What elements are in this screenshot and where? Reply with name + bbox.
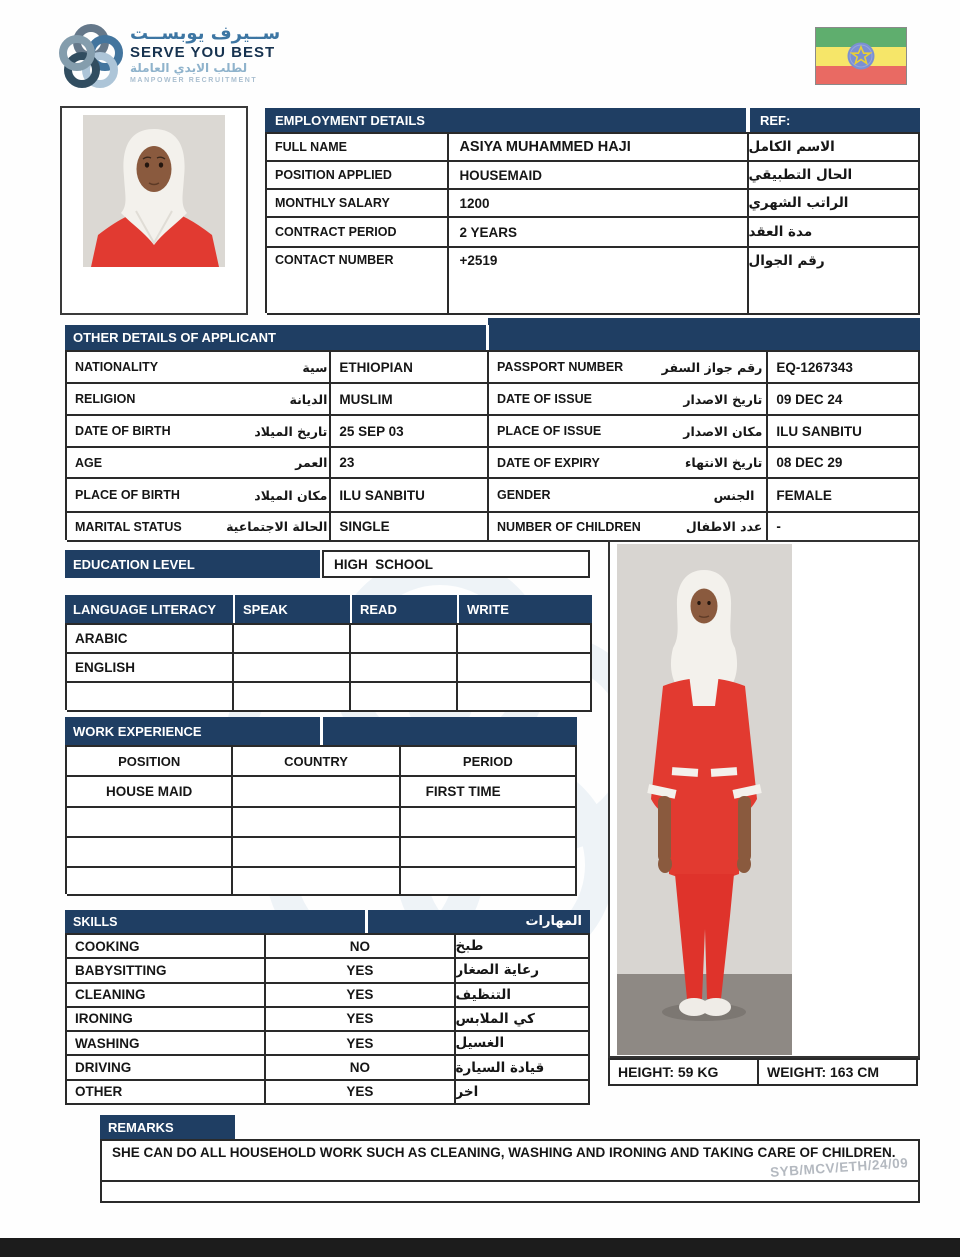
- other-details-table: [65, 350, 920, 540]
- religion-value: MUSLIM: [331, 384, 489, 416]
- skill-value: YES: [266, 1032, 455, 1056]
- reference-code-watermark: SYB/MCV/ETH/24/09: [769, 1155, 909, 1180]
- logo-knot-icon: [58, 22, 124, 94]
- position-col-header: POSITION: [67, 747, 233, 777]
- nationality-value: ETHIOPIAN: [331, 352, 489, 384]
- applicant-fullbody-photo: [608, 540, 920, 1058]
- skill-arabic: رعاية الصغار: [456, 959, 591, 983]
- employment-details-header: [265, 108, 746, 132]
- monthly-salary-arabic: الراتب الشهري: [749, 190, 920, 218]
- ref-label: REF:: [760, 112, 791, 128]
- skill-label: DRIVING: [67, 1056, 266, 1080]
- skill-value: YES: [266, 984, 455, 1008]
- write-col-header: WRITE: [459, 595, 592, 623]
- skill-babysitting: [67, 959, 590, 983]
- language-row-english: [67, 654, 592, 683]
- skills-title-arabic: المهارات: [525, 914, 582, 929]
- header-divider: [365, 910, 368, 933]
- remarks-title: REMARKS: [108, 1119, 174, 1135]
- skills-title: SKILLS: [73, 914, 118, 929]
- height-value: HEIGHT: 59 KG: [610, 1060, 759, 1086]
- skill-value: YES: [266, 1081, 455, 1105]
- marital-status-label: MARITAL STATUS الحالة الاجتماعية: [67, 513, 331, 542]
- place-of-issue-value: ILU SANBITU: [768, 416, 920, 448]
- number-of-children-label: NUMBER OF CHILDREN عدد الاطفال: [489, 513, 768, 542]
- skill-arabic: الغسيل: [456, 1032, 591, 1056]
- other-details-title: OTHER DETAILS OF APPLICANT: [73, 330, 276, 345]
- page-bottom-band: [0, 1238, 960, 1257]
- position-applied-arabic: الحال التطبيقي: [749, 162, 920, 190]
- full-name-row: [267, 134, 920, 162]
- skill-value: NO: [266, 935, 455, 959]
- skill-ironing: [67, 1008, 590, 1032]
- number-of-children-value: -: [768, 513, 920, 542]
- work-position: [67, 808, 233, 838]
- company-logo: [58, 22, 280, 94]
- skill-label: COOKING: [67, 935, 266, 959]
- remarks-header: [100, 1115, 235, 1139]
- logo-arabic-tagline: لطلب الايدي العاملة: [130, 61, 248, 76]
- date-of-issue-label: DATE OF ISSUE تاريخ الاصدار: [489, 384, 768, 416]
- skill-label: OTHER: [67, 1081, 266, 1105]
- write-cell: [458, 654, 592, 683]
- skill-label: CLEANING: [67, 984, 266, 1008]
- language-literacy-table: [65, 623, 592, 710]
- skill-arabic: قيادة السيارة: [456, 1056, 591, 1080]
- work-row: [67, 777, 577, 808]
- contract-period-row: [267, 218, 920, 248]
- language-row-arabic: [67, 625, 592, 654]
- work-row: [67, 868, 577, 896]
- monthly-salary-value: 1200: [449, 190, 748, 218]
- place-of-birth-label: PLACE OF BIRTH مكان الميلاد: [67, 479, 331, 513]
- work-country: [233, 777, 400, 808]
- work-country: [233, 868, 400, 896]
- work-country: [233, 838, 400, 868]
- language-literacy-col-header: LANGUAGE LITERACY: [65, 595, 233, 623]
- monthly-salary-label: MONTHLY SALARY: [267, 190, 449, 218]
- write-cell: [458, 683, 592, 712]
- full-name-label: FULL NAME: [267, 134, 449, 162]
- fullbody-image: [617, 544, 792, 1055]
- logo-tagline: MANPOWER RECRUITMENT: [130, 76, 258, 84]
- ethiopia-flag: [815, 27, 907, 85]
- speak-cell: [234, 654, 351, 683]
- work-experience-table: [65, 745, 577, 894]
- skill-label: WASHING: [67, 1032, 266, 1056]
- employment-table: [265, 132, 920, 313]
- speak-col-header: SPEAK: [235, 595, 350, 623]
- work-experience-header: [65, 717, 577, 745]
- religion-label: RELIGION الديانة: [67, 384, 331, 416]
- read-col-header: READ: [352, 595, 457, 623]
- work-country: [233, 808, 400, 838]
- body-metrics-row: [608, 1058, 920, 1086]
- full-name-value: ASIYA MUHAMMED HAJI: [449, 134, 748, 162]
- passport-number-value: EQ-1267343: [768, 352, 920, 384]
- date-of-expiry-value: 08 DEC 29: [768, 448, 920, 479]
- language-row-empty: [67, 683, 592, 712]
- read-cell: [351, 625, 458, 654]
- skill-cleaning: [67, 984, 590, 1008]
- skill-value: YES: [266, 959, 455, 983]
- work-period: [401, 808, 577, 838]
- logo-arabic-name: ســيرف يوبســت: [130, 23, 281, 44]
- position-applied-row: [267, 162, 920, 190]
- gender-value: FEMALE: [768, 479, 920, 513]
- language-name: ARABIC: [67, 625, 234, 654]
- skill-label: BABYSITTING: [67, 959, 266, 983]
- work-period: [401, 838, 577, 868]
- place-of-issue-label: PLACE OF ISSUE مكان الاصدار: [489, 416, 768, 448]
- portrait-image: [83, 115, 225, 267]
- skill-value: YES: [266, 1008, 455, 1032]
- contract-period-arabic: مدة العقد: [749, 218, 920, 248]
- date-of-birth-value: 25 SEP 03: [331, 416, 489, 448]
- header-divider: [320, 717, 323, 745]
- gender-label: GENDER الجنس: [489, 479, 768, 513]
- other-details-header: [65, 325, 920, 350]
- date-of-birth-label: DATE OF BIRTH تاريخ الميلاد: [67, 416, 331, 448]
- monthly-salary-row: [267, 190, 920, 218]
- work-position: [67, 838, 233, 868]
- education-level-header: [65, 550, 320, 578]
- date-of-issue-value: 09 DEC 24: [768, 384, 920, 416]
- read-cell: [351, 654, 458, 683]
- work-period: FIRST TIME: [401, 777, 577, 808]
- contact-number-label: CONTACT NUMBER: [267, 248, 449, 315]
- work-position: [67, 868, 233, 896]
- education-level-value: HIGH SCHOOL: [322, 550, 590, 578]
- period-col-header: PERIOD: [401, 747, 577, 777]
- passport-number-label: PASSPORT NUMBER رقم جواز السفر: [489, 352, 768, 384]
- remarks-text: SHE CAN DO ALL HOUSEHOLD WORK SUCH AS CLEANING, WASHING AND IRONING AND TAKING CARE OF CHILDREN.: [102, 1141, 918, 1182]
- date-of-expiry-label: DATE OF EXPIRY تاريخ الانتهاء: [489, 448, 768, 479]
- skill-other: [67, 1081, 590, 1105]
- position-applied-value: HOUSEMAID: [449, 162, 748, 190]
- marital-status-value: SINGLE: [331, 513, 489, 542]
- applicant-portrait-photo: [60, 106, 248, 315]
- work-period: [401, 868, 577, 896]
- work-header-row: [67, 747, 577, 777]
- ref-header: [750, 108, 920, 132]
- language-name: ENGLISH: [67, 654, 234, 683]
- skill-arabic: اخر: [456, 1081, 591, 1105]
- country-col-header: COUNTRY: [233, 747, 400, 777]
- age-value: 23: [331, 448, 489, 479]
- work-row: [67, 838, 577, 868]
- contact-number-arabic: رقم الجوال: [749, 248, 920, 315]
- language-literacy-header: [65, 595, 592, 623]
- skills-header: [65, 910, 590, 933]
- contract-period-label: CONTRACT PERIOD: [267, 218, 449, 248]
- position-applied-label: POSITION APPLIED: [267, 162, 449, 190]
- full-name-arabic: الاسم الكامل: [749, 134, 920, 162]
- nationality-label: NATIONALITY سية: [67, 352, 331, 384]
- age-label: AGE العمر: [67, 448, 331, 479]
- skill-label: IRONING: [67, 1008, 266, 1032]
- education-level-label: EDUCATION LEVEL: [73, 556, 195, 572]
- skill-cooking: [67, 935, 590, 959]
- skill-value: NO: [266, 1056, 455, 1080]
- speak-cell: [234, 625, 351, 654]
- read-cell: [351, 683, 458, 712]
- write-cell: [458, 625, 592, 654]
- header-divider: [486, 325, 489, 350]
- work-experience-title: WORK EXPERIENCE: [73, 723, 202, 739]
- contact-number-row: [267, 248, 920, 315]
- logo-name: SERVE YOU BEST: [130, 43, 276, 61]
- skill-washing: [67, 1032, 590, 1056]
- skills-table: [65, 933, 590, 1105]
- contact-number-value: +2519: [449, 248, 748, 315]
- skill-driving: [67, 1056, 590, 1080]
- skill-arabic: التنظيف: [456, 984, 591, 1008]
- work-position: HOUSE MAID: [67, 777, 233, 808]
- skill-arabic: طبخ: [456, 935, 591, 959]
- speak-cell: [234, 683, 351, 712]
- language-name: [67, 683, 234, 712]
- employment-details-title: EMPLOYMENT DETAILS: [275, 112, 425, 128]
- skill-arabic: كي الملابس: [456, 1008, 591, 1032]
- contract-period-value: 2 YEARS: [449, 218, 748, 248]
- weight-value: WEIGHT: 163 CM: [759, 1060, 918, 1086]
- work-row: [67, 808, 577, 838]
- place-of-birth-value: ILU SANBITU: [331, 479, 489, 513]
